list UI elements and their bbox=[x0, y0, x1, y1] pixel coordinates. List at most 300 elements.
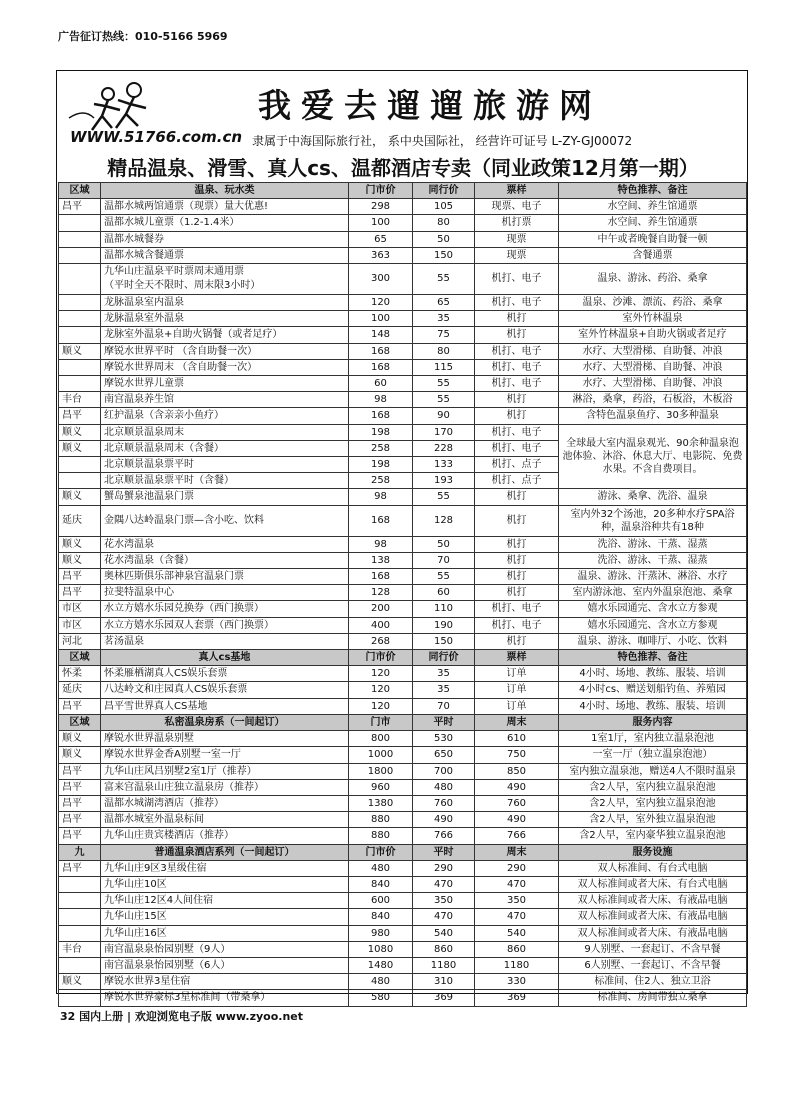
table-cell: 市区 bbox=[59, 617, 101, 633]
table-cell: 丰台 bbox=[59, 941, 101, 957]
table-cell: 河北 bbox=[59, 633, 101, 649]
table-cell: 九华山庄风吕别墅2室1厅（推荐） bbox=[101, 763, 349, 779]
table-cell: 168 bbox=[349, 343, 413, 359]
table-cell: 800 bbox=[349, 731, 413, 747]
page-headline: 精品温泉、滑雪、真人cs、温都酒店专卖（同业政策12月第一期） bbox=[107, 156, 699, 180]
table-cell: 水疗、大型滑梯、自助餐、冲浪 bbox=[559, 359, 747, 375]
table-cell: 760 bbox=[413, 795, 475, 811]
table-cell: 120 bbox=[349, 698, 413, 714]
table-cell: 订单 bbox=[475, 666, 559, 682]
table-cell bbox=[59, 359, 101, 375]
table-cell: 北京顺景温泉周末 bbox=[101, 424, 349, 440]
table-cell: 机打 bbox=[475, 408, 559, 424]
column-header: 温泉、玩水类 bbox=[101, 183, 349, 199]
table-cell: 九华山庄温泉平时票周末通用票 （平时全天不限时、周末限3小时） bbox=[101, 264, 349, 295]
table-cell: 蟹岛蟹泉池温泉门票 bbox=[101, 489, 349, 505]
table-cell bbox=[59, 457, 101, 473]
table-cell: 嬉水乐园通完、含水立方参观 bbox=[559, 617, 747, 633]
table-cell: 490 bbox=[475, 779, 559, 795]
column-header: 私密温泉房系（一间起订） bbox=[101, 714, 349, 730]
table-cell: 150 bbox=[413, 247, 475, 263]
table-cell: 105 bbox=[413, 199, 475, 215]
table-cell: 200 bbox=[349, 601, 413, 617]
table-cell: 怀柔 bbox=[59, 666, 101, 682]
table-row bbox=[59, 585, 747, 601]
table-cell: 昌平 bbox=[59, 569, 101, 585]
table-cell: 机打、电子 bbox=[475, 376, 559, 392]
ad-hotline: 广告征订热线：010-5166 5969 bbox=[58, 30, 228, 43]
table-cell: 65 bbox=[413, 295, 475, 311]
column-header: 特色推荐、备注 bbox=[559, 183, 747, 199]
table-cell: 温都水城儿童票（1.2-1.4米） bbox=[101, 215, 349, 231]
table-row bbox=[59, 264, 747, 295]
table-cell: 120 bbox=[349, 295, 413, 311]
column-header: 九 bbox=[59, 844, 101, 860]
table-cell: 268 bbox=[349, 633, 413, 649]
table-cell bbox=[59, 295, 101, 311]
table-cell: 红护温泉（含亲亲小鱼疗） bbox=[101, 408, 349, 424]
table-cell bbox=[59, 327, 101, 343]
table-cell: 369 bbox=[475, 990, 559, 1006]
table-cell: 228 bbox=[413, 440, 475, 456]
table-cell: 机打 bbox=[475, 311, 559, 327]
table-cell: 470 bbox=[413, 909, 475, 925]
table-cell: 水立方嬉水乐园双人套票（西门换票） bbox=[101, 617, 349, 633]
table-cell: 115 bbox=[413, 359, 475, 375]
table-cell: 全球最大室内温泉观光、90余种温泉泡池体验、沐浴、休息大厅、电影院、免费水果。不含自费项目。 bbox=[559, 424, 747, 489]
table-cell: 55 bbox=[413, 264, 475, 295]
table-cell: 4小时、场地、教练、服装、培训 bbox=[559, 698, 747, 714]
table-cell: 70 bbox=[413, 698, 475, 714]
table-row bbox=[59, 424, 747, 440]
table-row bbox=[59, 489, 747, 505]
table-cell: 室内独立温泉池，赠送4人不限时温泉 bbox=[559, 763, 747, 779]
table-cell: 标准间、住2人、独立卫浴 bbox=[559, 974, 747, 990]
table-cell: 490 bbox=[413, 812, 475, 828]
table-cell: 55 bbox=[413, 392, 475, 408]
table-cell: 198 bbox=[349, 424, 413, 440]
table-cell: 290 bbox=[413, 860, 475, 876]
table-cell: 298 bbox=[349, 199, 413, 215]
column-header: 区域 bbox=[59, 714, 101, 730]
table-cell: 850 bbox=[475, 763, 559, 779]
table-cell: 110 bbox=[413, 601, 475, 617]
table-cell bbox=[59, 893, 101, 909]
column-header: 门市价 bbox=[349, 844, 413, 860]
table-cell: 1800 bbox=[349, 763, 413, 779]
table-cell: 水立方嬉水乐园兑换券（西门换票） bbox=[101, 601, 349, 617]
table-cell: 120 bbox=[349, 666, 413, 682]
table-cell: 延庆 bbox=[59, 505, 101, 536]
table-cell: 怀柔雁栖湖真人CS娱乐套票 bbox=[101, 666, 349, 682]
table-cell: 490 bbox=[475, 812, 559, 828]
column-header: 门市 bbox=[349, 714, 413, 730]
table-cell: 龙脉温泉室内温泉 bbox=[101, 295, 349, 311]
table-cell: 60 bbox=[413, 585, 475, 601]
table-cell bbox=[59, 264, 101, 295]
brand-title: 我爱去遛遛旅游网 bbox=[258, 86, 602, 125]
table-cell: 480 bbox=[349, 974, 413, 990]
license-info: 隶属于中海国际旅行社， 系中央国际社， 经营许可证号 L-ZY-GJ00072 bbox=[252, 134, 633, 148]
table-cell: 花水湾温泉 bbox=[101, 536, 349, 552]
table-cell: 193 bbox=[413, 473, 475, 489]
table-row bbox=[59, 731, 747, 747]
table-cell: 168 bbox=[349, 408, 413, 424]
table-row bbox=[59, 828, 747, 844]
table-cell: 机打 bbox=[475, 552, 559, 568]
table-cell: 温泉、游泳、药浴、桑拿 bbox=[559, 264, 747, 295]
table-cell: 168 bbox=[349, 359, 413, 375]
table-cell: 机打、点子 bbox=[475, 473, 559, 489]
table-cell: 拉斐特温泉中心 bbox=[101, 585, 349, 601]
column-header: 票样 bbox=[475, 183, 559, 199]
column-header: 区域 bbox=[59, 650, 101, 666]
table-cell: 机打、电子 bbox=[475, 359, 559, 375]
table-row bbox=[59, 779, 747, 795]
table-cell bbox=[59, 376, 101, 392]
table-cell: 机打 bbox=[475, 327, 559, 343]
table-cell: 摩锐水世界温泉别墅 bbox=[101, 731, 349, 747]
table-cell: 170 bbox=[413, 424, 475, 440]
section-header-row bbox=[59, 650, 747, 666]
table-cell: 190 bbox=[413, 617, 475, 633]
table-cell: 300 bbox=[349, 264, 413, 295]
table-cell: 50 bbox=[413, 231, 475, 247]
table-cell: 九华山庄10区 bbox=[101, 876, 349, 892]
table-cell: 昌平 bbox=[59, 585, 101, 601]
table-cell: 水空间、养生馆通票 bbox=[559, 215, 747, 231]
table-cell: 现票 bbox=[475, 231, 559, 247]
table-cell bbox=[59, 215, 101, 231]
table-cell: 淋浴，桑拿，药浴，石板浴，木板浴 bbox=[559, 392, 747, 408]
table-cell: 顺义 bbox=[59, 489, 101, 505]
table-cell bbox=[59, 876, 101, 892]
table-cell: 540 bbox=[475, 925, 559, 941]
column-header: 周末 bbox=[475, 714, 559, 730]
table-cell: 650 bbox=[413, 747, 475, 763]
table-row bbox=[59, 327, 747, 343]
table-row bbox=[59, 941, 747, 957]
table-cell: 昌平 bbox=[59, 795, 101, 811]
table-cell: 含2人早，室外独立温泉泡池 bbox=[559, 812, 747, 828]
table-row bbox=[59, 876, 747, 892]
table-row bbox=[59, 199, 747, 215]
table-cell: 470 bbox=[475, 876, 559, 892]
table-cell: 128 bbox=[413, 505, 475, 536]
table-cell: 480 bbox=[413, 779, 475, 795]
table-cell: 摩锐水世界儿童票 bbox=[101, 376, 349, 392]
table-cell: 机打、电子 bbox=[475, 295, 559, 311]
table-cell: 订单 bbox=[475, 698, 559, 714]
table-cell: 1180 bbox=[475, 957, 559, 973]
price-table bbox=[58, 182, 747, 1007]
table-cell: 148 bbox=[349, 327, 413, 343]
table-cell: 100 bbox=[349, 311, 413, 327]
table-cell: 980 bbox=[349, 925, 413, 941]
table-row bbox=[59, 601, 747, 617]
section-header-row bbox=[59, 183, 747, 199]
table-cell: 含特色温泉鱼疗、30多种温泉 bbox=[559, 408, 747, 424]
table-cell: 昌平雪世界真人CS基地 bbox=[101, 698, 349, 714]
table-cell: 九华山庄9区3星级住宿 bbox=[101, 860, 349, 876]
table-cell: 机打、电子 bbox=[475, 601, 559, 617]
table-row bbox=[59, 763, 747, 779]
table-cell: 温都水城室外温泉标间 bbox=[101, 812, 349, 828]
table-cell: 游泳、桑拿、洗浴、温泉 bbox=[559, 489, 747, 505]
table-cell: 现票、电子 bbox=[475, 199, 559, 215]
table-cell: 98 bbox=[349, 489, 413, 505]
table-cell: 750 bbox=[475, 747, 559, 763]
column-header: 门市价 bbox=[349, 183, 413, 199]
table-cell: 400 bbox=[349, 617, 413, 633]
table-cell: 订单 bbox=[475, 682, 559, 698]
table-cell: 顺义 bbox=[59, 536, 101, 552]
table-cell: 花水湾温泉（含餐） bbox=[101, 552, 349, 568]
table-cell: 室外竹林温泉+自助火锅或者足疗 bbox=[559, 327, 747, 343]
table-cell: 9人别墅、一套起订、不含早餐 bbox=[559, 941, 747, 957]
table-row bbox=[59, 552, 747, 568]
table-row bbox=[59, 295, 747, 311]
table-cell: 1380 bbox=[349, 795, 413, 811]
table-row bbox=[59, 860, 747, 876]
table-cell: 顺义 bbox=[59, 731, 101, 747]
table-cell: 128 bbox=[349, 585, 413, 601]
table-cell: 温泉、沙滩、漂流、药浴、桑拿 bbox=[559, 295, 747, 311]
table-row bbox=[59, 990, 747, 1006]
table-cell: 机打 bbox=[475, 505, 559, 536]
table-cell: 369 bbox=[413, 990, 475, 1006]
table-cell: 昌平 bbox=[59, 779, 101, 795]
table-cell: 258 bbox=[349, 473, 413, 489]
table-row bbox=[59, 893, 747, 909]
table-cell: 昌平 bbox=[59, 812, 101, 828]
column-header: 区域 bbox=[59, 183, 101, 199]
table-row bbox=[59, 311, 747, 327]
table-cell: 4小时cs、赠送划船钓鱼、养殖园 bbox=[559, 682, 747, 698]
table-cell: 温都水城两馆通票（现票）量大优惠! bbox=[101, 199, 349, 215]
table-cell: 洗浴、游泳、干蒸、湿蒸 bbox=[559, 552, 747, 568]
table-cell: 133 bbox=[413, 457, 475, 473]
table-row bbox=[59, 215, 747, 231]
table-cell: 顺义 bbox=[59, 424, 101, 440]
table-cell: 温泉、游泳、咖啡厅、小吃、饮料 bbox=[559, 633, 747, 649]
table-cell: 4小时、场地、教练、服装、培训 bbox=[559, 666, 747, 682]
table-cell: 350 bbox=[475, 893, 559, 909]
table-row bbox=[59, 974, 747, 990]
table-cell bbox=[59, 231, 101, 247]
table-cell: 摩锐水世界金香A别墅一室一厅 bbox=[101, 747, 349, 763]
table-cell bbox=[59, 473, 101, 489]
table-row bbox=[59, 408, 747, 424]
table-cell: 含2人早，室内豪华独立温泉泡池 bbox=[559, 828, 747, 844]
column-header: 平时 bbox=[413, 714, 475, 730]
column-header: 门市价 bbox=[349, 650, 413, 666]
table-cell: 363 bbox=[349, 247, 413, 263]
table-cell: 290 bbox=[475, 860, 559, 876]
column-header: 票样 bbox=[475, 650, 559, 666]
table-cell bbox=[59, 247, 101, 263]
table-cell: 顺义 bbox=[59, 974, 101, 990]
table-cell: 机打 bbox=[475, 569, 559, 585]
table-cell: 顺义 bbox=[59, 440, 101, 456]
table-cell: 双人标准间或者大床、有液晶电脑 bbox=[559, 909, 747, 925]
page-footer: 32 国内上册 | 欢迎浏览电子版 www.zyoo.net bbox=[60, 1010, 304, 1023]
table-cell: 766 bbox=[475, 828, 559, 844]
table-cell bbox=[59, 990, 101, 1006]
site-url[interactable]: WWW.51766.com.cn bbox=[70, 128, 243, 146]
table-cell: 延庆 bbox=[59, 682, 101, 698]
table-cell: 温泉、游泳、汗蒸沐、淋浴、水疗 bbox=[559, 569, 747, 585]
table-cell: 昌平 bbox=[59, 860, 101, 876]
table-cell: 80 bbox=[413, 343, 475, 359]
table-cell: 富来宫温泉山庄独立温泉房（推荐） bbox=[101, 779, 349, 795]
table-cell: 龙脉室外温泉+自助火锅餐（或者足疗） bbox=[101, 327, 349, 343]
table-row bbox=[59, 909, 747, 925]
table-cell: 600 bbox=[349, 893, 413, 909]
table-cell: 摩锐水世界周末 （含自助餐一次） bbox=[101, 359, 349, 375]
table-cell: 顺义 bbox=[59, 552, 101, 568]
table-cell: 55 bbox=[413, 569, 475, 585]
table-row bbox=[59, 698, 747, 714]
table-cell: 6人别墅、一套起订、不含早餐 bbox=[559, 957, 747, 973]
table-cell: 168 bbox=[349, 505, 413, 536]
table-cell: 55 bbox=[413, 376, 475, 392]
table-cell: 150 bbox=[413, 633, 475, 649]
table-cell: 960 bbox=[349, 779, 413, 795]
column-header: 同行价 bbox=[413, 183, 475, 199]
table-cell: 摩锐水世界3星住宿 bbox=[101, 974, 349, 990]
table-cell: 1180 bbox=[413, 957, 475, 973]
table-cell: 机打 bbox=[475, 392, 559, 408]
table-cell: 530 bbox=[413, 731, 475, 747]
table-cell: 98 bbox=[349, 392, 413, 408]
table-cell: 茗汤温泉 bbox=[101, 633, 349, 649]
table-cell: 75 bbox=[413, 327, 475, 343]
table-cell: 138 bbox=[349, 552, 413, 568]
table-cell: 50 bbox=[413, 536, 475, 552]
table-cell: 90 bbox=[413, 408, 475, 424]
table-cell: 一室一厅（独立温泉泡池） bbox=[559, 747, 747, 763]
table-row bbox=[59, 633, 747, 649]
table-cell: 540 bbox=[413, 925, 475, 941]
table-cell: 35 bbox=[413, 666, 475, 682]
table-row bbox=[59, 505, 747, 536]
table-cell: 北京顺景温泉票平时 bbox=[101, 457, 349, 473]
table-cell: 580 bbox=[349, 990, 413, 1006]
table-cell: 八达岭文和庄园真人CS娱乐套票 bbox=[101, 682, 349, 698]
table-cell: 480 bbox=[349, 860, 413, 876]
table-row bbox=[59, 747, 747, 763]
table-cell: 80 bbox=[413, 215, 475, 231]
table-cell: 198 bbox=[349, 457, 413, 473]
table-cell: 温都水城湖湾酒店（推荐） bbox=[101, 795, 349, 811]
table-cell: 双人标准间或者大床、有台式电脑 bbox=[559, 876, 747, 892]
table-cell: 温都水城含餐通票 bbox=[101, 247, 349, 263]
table-cell: 700 bbox=[413, 763, 475, 779]
table-cell: 丰台 bbox=[59, 392, 101, 408]
table-cell: 摩锐水世界豪标3星标准间（带桑拿） bbox=[101, 990, 349, 1006]
column-header: 特色推荐、备注 bbox=[559, 650, 747, 666]
table-cell: 1080 bbox=[349, 941, 413, 957]
column-header: 服务设施 bbox=[559, 844, 747, 860]
table-cell: 470 bbox=[475, 909, 559, 925]
table-cell: 水疗、大型滑梯、自助餐、冲浪 bbox=[559, 376, 747, 392]
column-header: 普通温泉酒店系列（一间起订） bbox=[101, 844, 349, 860]
table-cell: 机打 bbox=[475, 633, 559, 649]
table-cell: 840 bbox=[349, 876, 413, 892]
table-cell: 机打 bbox=[475, 536, 559, 552]
table-cell: 机打、电子 bbox=[475, 424, 559, 440]
table-cell: 机打、电子 bbox=[475, 617, 559, 633]
table-cell: 610 bbox=[475, 731, 559, 747]
table-cell: 机打、点子 bbox=[475, 457, 559, 473]
table-cell: 330 bbox=[475, 974, 559, 990]
table-cell: 860 bbox=[475, 941, 559, 957]
table-row bbox=[59, 343, 747, 359]
table-cell: 机打 bbox=[475, 585, 559, 601]
table-cell: 65 bbox=[349, 231, 413, 247]
table-cell: 860 bbox=[413, 941, 475, 957]
table-cell bbox=[59, 909, 101, 925]
table-cell bbox=[59, 925, 101, 941]
table-row bbox=[59, 666, 747, 682]
table-cell: 昌平 bbox=[59, 199, 101, 215]
table-row bbox=[59, 247, 747, 263]
table-cell: 1480 bbox=[349, 957, 413, 973]
table-cell: 60 bbox=[349, 376, 413, 392]
table-cell: 35 bbox=[413, 311, 475, 327]
table-row bbox=[59, 925, 747, 941]
table-cell: 机打票 bbox=[475, 215, 559, 231]
table-cell: 310 bbox=[413, 974, 475, 990]
table-cell: 顺义 bbox=[59, 343, 101, 359]
table-cell: 九华山庄15区 bbox=[101, 909, 349, 925]
table-cell: 摩锐水世界平时 （含自助餐一次） bbox=[101, 343, 349, 359]
table-cell: 九华山庄贵宾楼酒店（推荐） bbox=[101, 828, 349, 844]
table-cell: 标准间、房间带独立桑拿 bbox=[559, 990, 747, 1006]
table-cell: 北京顺景温泉周末（含餐） bbox=[101, 440, 349, 456]
table-cell: 双人标准间或者大床、有液晶电脑 bbox=[559, 893, 747, 909]
table-row bbox=[59, 812, 747, 828]
table-cell bbox=[59, 957, 101, 973]
table-cell: 880 bbox=[349, 828, 413, 844]
table-cell: 昌平 bbox=[59, 698, 101, 714]
table-cell: 水疗、大型滑梯、自助餐、冲浪 bbox=[559, 343, 747, 359]
table-cell: 北京顺景温泉票平时（含餐） bbox=[101, 473, 349, 489]
table-cell: 南宫温泉养生馆 bbox=[101, 392, 349, 408]
table-cell: 市区 bbox=[59, 601, 101, 617]
table-row bbox=[59, 682, 747, 698]
table-cell: 含2人早，室内独立温泉泡池 bbox=[559, 779, 747, 795]
column-header: 服务内容 bbox=[559, 714, 747, 730]
table-cell: 昌平 bbox=[59, 408, 101, 424]
table-cell bbox=[59, 311, 101, 327]
table-cell: 100 bbox=[349, 215, 413, 231]
table-cell: 55 bbox=[413, 489, 475, 505]
table-cell: 温都水城餐券 bbox=[101, 231, 349, 247]
table-row bbox=[59, 376, 747, 392]
table-cell: 168 bbox=[349, 569, 413, 585]
table-cell: 南宫温泉泉怡园别墅（9人） bbox=[101, 941, 349, 957]
table-row bbox=[59, 569, 747, 585]
section-header-row bbox=[59, 714, 747, 730]
table-cell: 洗浴、游泳、干蒸、湿蒸 bbox=[559, 536, 747, 552]
table-cell: 昌平 bbox=[59, 763, 101, 779]
table-row bbox=[59, 359, 747, 375]
price-table-wrapper bbox=[58, 182, 746, 1007]
table-cell: 258 bbox=[349, 440, 413, 456]
table-cell: 水空间、养生馆通票 bbox=[559, 199, 747, 215]
